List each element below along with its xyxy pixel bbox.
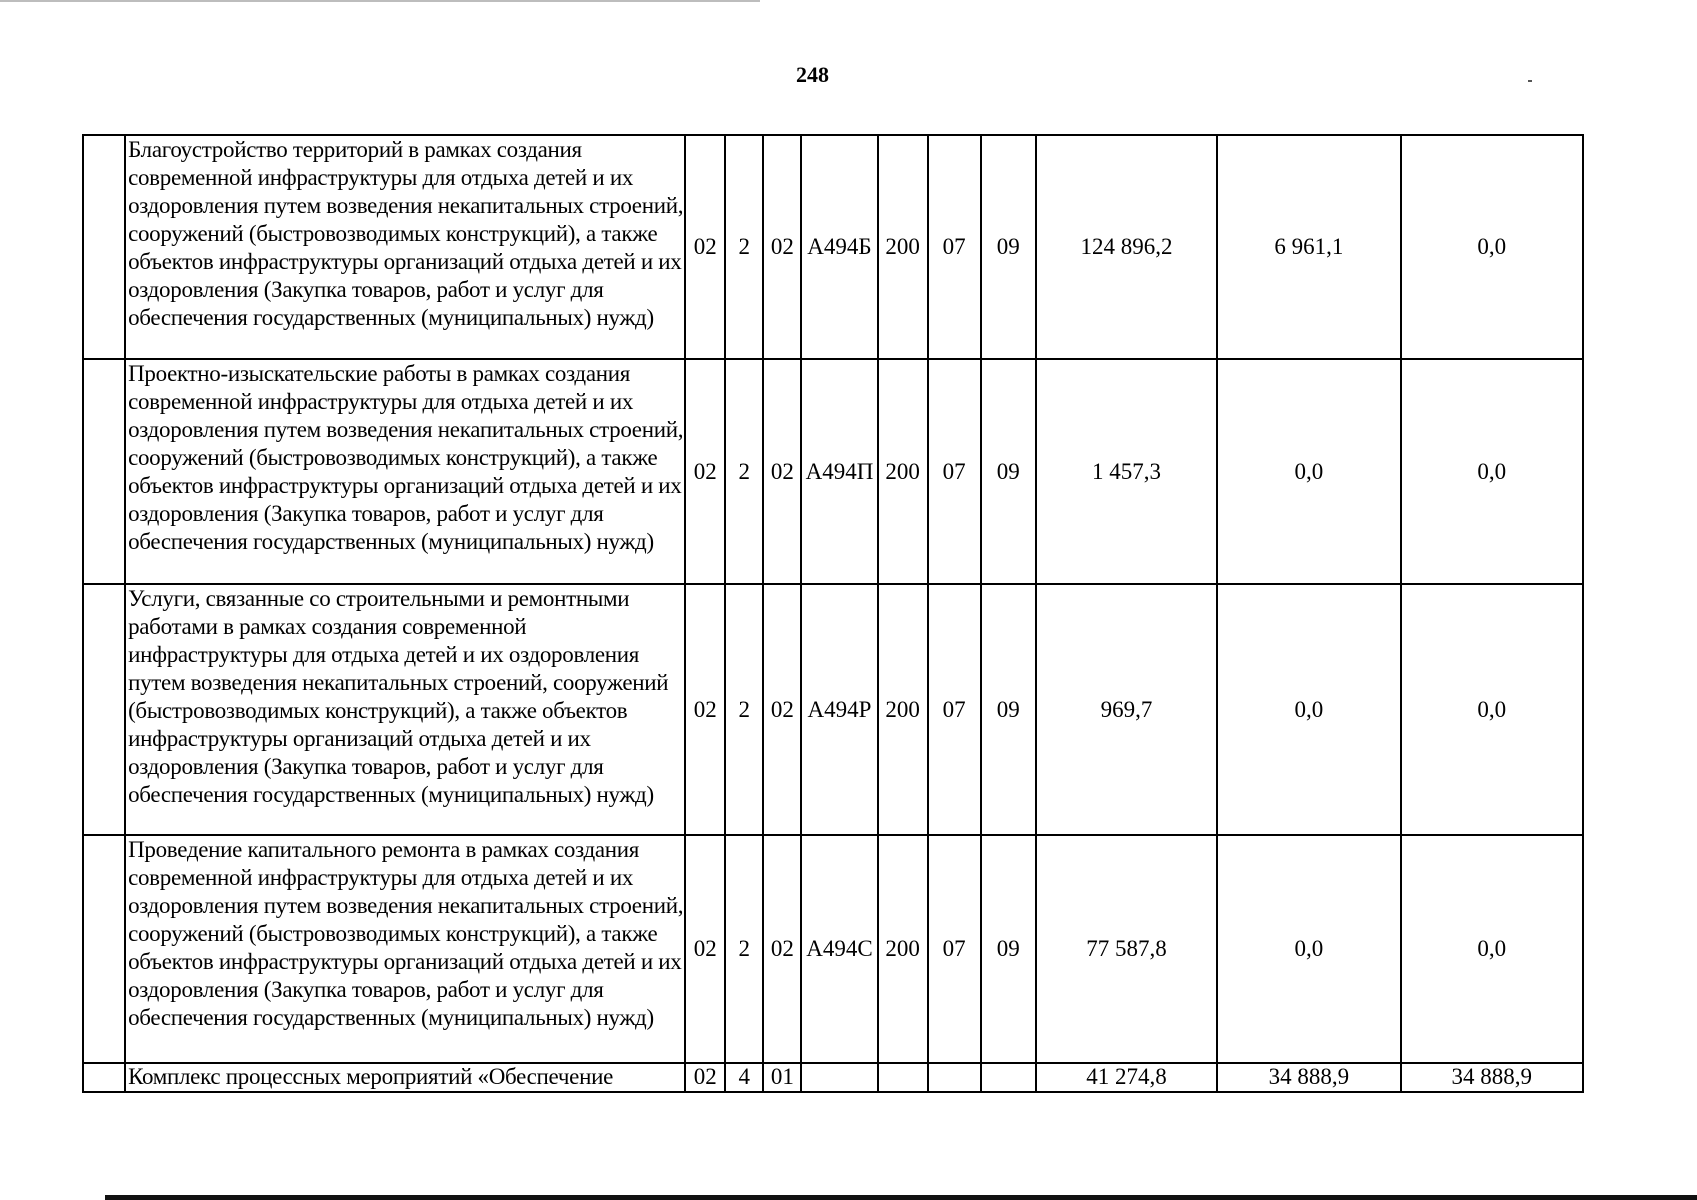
row-name: Услуги, связанные со строительными и ремонтными работами в рамках создания современной инфраструктуры для отдыха детей и их оздоровления путем возведения некапитальных строений, сооружений (быстровозводимых конструкций), а также объектов инфраструктуры организаций отдыха детей и их оздоровления (Закупка товаров, работ и услуг для обеспечения государственных (муниципальных) нужд): [125, 584, 685, 835]
scan-edge-top: [0, 0, 760, 2]
amount-year-3: 34 888,9: [1401, 1063, 1583, 1092]
code-direction: [801, 1063, 877, 1092]
row-index-cell: [83, 835, 125, 1063]
code-type: 2: [725, 835, 763, 1063]
row-index-cell: [83, 584, 125, 835]
code-subsection: [981, 1063, 1036, 1092]
code-type: 2: [725, 359, 763, 584]
code-subsection: 09: [981, 584, 1036, 835]
table-row: [83, 584, 1583, 835]
scan-edge-bottom: [105, 1195, 1697, 1200]
code-program: 02: [685, 359, 725, 584]
code-expense-type: 200: [878, 584, 928, 835]
amount-year-2: 6 961,1: [1217, 135, 1400, 359]
code-expense-type: [878, 1063, 928, 1092]
amount-year-3: 0,0: [1401, 135, 1583, 359]
code-direction: А494С: [801, 835, 877, 1063]
page-number: 248: [796, 62, 829, 87]
code-expense-type: 200: [878, 835, 928, 1063]
code-direction: А494Б: [801, 135, 877, 359]
code-direction: А494П: [801, 359, 877, 584]
amount-year-3: 0,0: [1401, 835, 1583, 1063]
row-name: Комплекс процессных мероприятий «Обеспечение: [125, 1063, 685, 1092]
table-row: [83, 1063, 1583, 1092]
amount-year-2: 0,0: [1217, 584, 1400, 835]
amount-year-1: 969,7: [1036, 584, 1217, 835]
code-subsection: 09: [981, 359, 1036, 584]
amount-year-1: 1 457,3: [1036, 359, 1217, 584]
code-section: 07: [928, 584, 981, 835]
code-subprogram: 02: [763, 135, 801, 359]
row-name: Проектно-изыскательские работы в рамках создания современной инфраструктуры для отдыха детей и их оздоровления путем возведения некапитальных строений, сооружений (быстровозводимых конструкций), а также объектов инфраструктуры организаций отдыха детей и их оздоровления (Закупка товаров, работ и услуг для обеспечения государственных (муниципальных) нужд): [125, 359, 685, 584]
code-type: 2: [725, 584, 763, 835]
table-row: [83, 135, 1583, 359]
row-index-cell: [83, 359, 125, 584]
table-row: [83, 359, 1583, 584]
code-section: 07: [928, 135, 981, 359]
code-subsection: 09: [981, 835, 1036, 1063]
row-index-cell: [83, 1063, 125, 1092]
row-index-cell: [83, 135, 125, 359]
code-section: 07: [928, 835, 981, 1063]
code-program: 02: [685, 135, 725, 359]
amount-year-3: 0,0: [1401, 359, 1583, 584]
code-subprogram: 02: [763, 359, 801, 584]
code-subprogram: 01: [763, 1063, 801, 1092]
amount-year-1: 77 587,8: [1036, 835, 1217, 1063]
amount-year-1: 41 274,8: [1036, 1063, 1217, 1092]
amount-year-2: 0,0: [1217, 835, 1400, 1063]
code-expense-type: 200: [878, 359, 928, 584]
code-subprogram: 02: [763, 835, 801, 1063]
code-section: [928, 1063, 981, 1092]
code-expense-type: 200: [878, 135, 928, 359]
row-name: Проведение капитального ремонта в рамках создания современной инфраструктуры для отдыха детей и их оздоровления путем возведения некапитальных строений, сооружений (быстровозводимых конструкций), а также объектов инфраструктуры организаций отдыха детей и их оздоровления (Закупка товаров, работ и услуг для обеспечения государственных (муниципальных) нужд): [125, 835, 685, 1063]
code-section: 07: [928, 359, 981, 584]
amount-year-2: 0,0: [1217, 359, 1400, 584]
code-type: 2: [725, 135, 763, 359]
code-direction: А494Р: [801, 584, 877, 835]
scan-speck: [1528, 80, 1532, 82]
row-name: Благоустройство территорий в рамках создания современной инфраструктуры для отдыха детей и их оздоровления путем возведения некапитальных строений, сооружений (быстровозводимых конструкций), а также объектов инфраструктуры организаций отдыха детей и их оздоровления (Закупка товаров, работ и услуг для обеспечения государственных (муниципальных) нужд): [125, 135, 685, 359]
amount-year-1: 124 896,2: [1036, 135, 1217, 359]
table-row: [83, 835, 1583, 1063]
code-subsection: 09: [981, 135, 1036, 359]
code-program: 02: [685, 584, 725, 835]
code-type: 4: [725, 1063, 763, 1092]
code-subprogram: 02: [763, 584, 801, 835]
budget-table: [82, 134, 1584, 1093]
code-program: 02: [685, 1063, 725, 1092]
amount-year-3: 0,0: [1401, 584, 1583, 835]
amount-year-2: 34 888,9: [1217, 1063, 1400, 1092]
code-program: 02: [685, 835, 725, 1063]
